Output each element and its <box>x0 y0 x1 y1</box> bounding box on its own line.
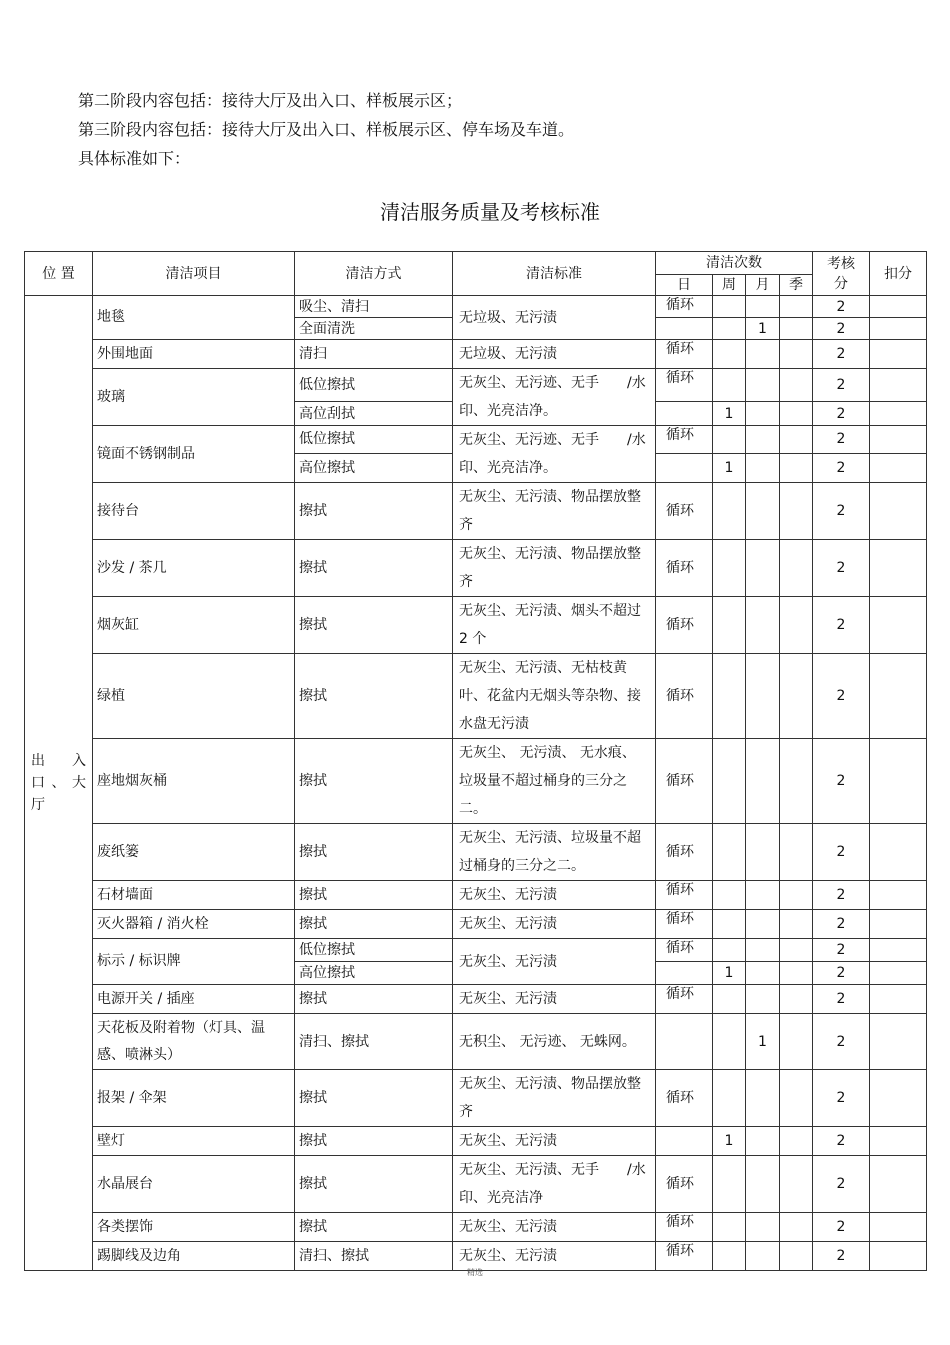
score-cell: 2 <box>813 881 870 910</box>
item-cell: 天花板及附着物（灯具、温感、喷淋头） <box>93 1014 295 1070</box>
item-cell: 沙发 / 茶几 <box>93 540 295 597</box>
freq-day-cell: 循环 <box>656 1242 713 1271</box>
deduct-cell <box>870 369 927 402</box>
freq-day-cell <box>656 1127 713 1156</box>
header-standard: 清洁标准 <box>453 252 656 296</box>
freq-day-cell <box>656 962 713 985</box>
deduct-cell <box>870 881 927 910</box>
location-text: 出 入口、大厅 <box>31 753 86 813</box>
freq-month-cell <box>746 369 780 402</box>
score-cell: 2 <box>813 402 870 426</box>
table-row <box>25 296 927 318</box>
item-cell: 外围地面 <box>93 340 295 369</box>
freq-month-cell <box>746 453 780 482</box>
method-cell: 擦拭 <box>295 824 453 881</box>
deduct-cell <box>870 910 927 939</box>
freq-month-cell <box>746 910 780 939</box>
score-cell: 2 <box>813 985 870 1014</box>
freq-month-cell <box>746 426 780 454</box>
freq-day-cell: 循环 <box>656 939 713 962</box>
item-cell: 座地烟灰桶 <box>93 739 295 824</box>
freq-week-cell <box>713 369 746 402</box>
standard-cell: 无灰尘、无污迹、无手 /水印、光亮洁净。 <box>453 426 656 483</box>
deduct-cell <box>870 939 927 962</box>
table-row <box>25 1014 927 1070</box>
freq-season-cell <box>780 453 813 482</box>
method-cell: 清扫、擦拭 <box>295 1014 453 1070</box>
score-cell: 2 <box>813 1213 870 1242</box>
freq-week-cell: 1 <box>713 453 746 482</box>
table-row <box>25 939 927 962</box>
freq-season-cell <box>780 1156 813 1213</box>
deduct-cell <box>870 739 927 824</box>
standard-cell: 无灰尘、无污渍 <box>453 985 656 1014</box>
method-cell: 低位擦拭 <box>295 939 453 962</box>
score-cell: 2 <box>813 296 870 318</box>
freq-month-cell: 1 <box>746 1014 780 1070</box>
item-cell: 接待台 <box>93 483 295 540</box>
standard-cell: 无灰尘、无污渍、物品摆放整齐 <box>453 1070 656 1127</box>
score-cell: 2 <box>813 1070 870 1127</box>
freq-day-cell: 循环 <box>656 985 713 1014</box>
score-cell: 2 <box>813 1242 870 1271</box>
header-week: 周 <box>713 275 746 296</box>
standard-cell: 无灰尘、无污渍、无枯枝黄叶、花盆内无烟头等杂物、接水盘无污渍 <box>453 654 656 739</box>
standard-cell: 无灰尘、 无污渍、 无水痕、垃圾量不超过桶身的三分之二。 <box>453 739 656 824</box>
item-cell: 标示 / 标识牌 <box>93 939 295 985</box>
deduct-cell <box>870 1014 927 1070</box>
freq-day-cell: 循环 <box>656 426 713 454</box>
standard-cell: 无灰尘、无污渍、物品摆放整齐 <box>453 540 656 597</box>
freq-month-cell <box>746 402 780 426</box>
score-cell: 2 <box>813 1014 870 1070</box>
freq-day-cell: 循环 <box>656 910 713 939</box>
method-cell: 清扫 <box>295 340 453 369</box>
table-row <box>25 1070 927 1127</box>
method-cell: 擦拭 <box>295 985 453 1014</box>
freq-season-cell <box>780 318 813 340</box>
method-cell: 低位擦拭 <box>295 426 453 454</box>
standard-cell: 无灰尘、无污渍、垃圾量不超过桶身的三分之二。 <box>453 824 656 881</box>
freq-month-cell <box>746 483 780 540</box>
freq-season-cell <box>780 654 813 739</box>
standard-cell: 无灰尘、无污渍 <box>453 881 656 910</box>
standard-cell: 无灰尘、无污渍 <box>453 1127 656 1156</box>
freq-season-cell <box>780 939 813 962</box>
table-row <box>25 340 927 369</box>
deduct-cell <box>870 654 927 739</box>
freq-week-cell <box>713 824 746 881</box>
deduct-cell <box>870 1213 927 1242</box>
freq-season-cell <box>780 1127 813 1156</box>
freq-season-cell <box>780 1070 813 1127</box>
item-cell: 踢脚线及边角 <box>93 1242 295 1271</box>
freq-season-cell <box>780 540 813 597</box>
score-cell: 2 <box>813 453 870 482</box>
method-cell: 低位擦拭 <box>295 369 453 402</box>
freq-day-cell <box>656 1014 713 1070</box>
score-cell: 2 <box>813 910 870 939</box>
freq-season-cell <box>780 369 813 402</box>
header-frequency: 清洁次数 <box>656 252 813 275</box>
method-cell: 擦拭 <box>295 1070 453 1127</box>
footer-text: 精选 <box>467 1268 483 1277</box>
method-cell: 擦拭 <box>295 654 453 739</box>
method-cell: 擦拭 <box>295 1156 453 1213</box>
freq-week-cell <box>713 483 746 540</box>
freq-day-cell: 循环 <box>656 540 713 597</box>
freq-month-cell <box>746 739 780 824</box>
deduct-cell <box>870 985 927 1014</box>
deduct-cell <box>870 1127 927 1156</box>
freq-month-cell <box>746 1127 780 1156</box>
table-title: 清洁服务质量及考核标准 <box>380 200 600 224</box>
standard-cell: 无灰尘、无污渍、烟头不超过 2 个 <box>453 597 656 654</box>
standard-cell: 无灰尘、无污渍 <box>453 910 656 939</box>
item-cell: 水晶展台 <box>93 1156 295 1213</box>
item-cell: 地毯 <box>93 296 295 340</box>
score-cell: 2 <box>813 318 870 340</box>
item-cell: 电源开关 / 插座 <box>93 985 295 1014</box>
freq-day-cell <box>656 402 713 426</box>
freq-month-cell: 1 <box>746 318 780 340</box>
freq-season-cell <box>780 910 813 939</box>
freq-season-cell <box>780 1213 813 1242</box>
table-row <box>25 654 927 739</box>
freq-week-cell: 1 <box>713 962 746 985</box>
deduct-cell <box>870 296 927 318</box>
standard-cell: 无灰尘、无污渍 <box>453 1242 656 1271</box>
freq-week-cell <box>713 939 746 962</box>
method-cell: 擦拭 <box>295 597 453 654</box>
freq-week-cell <box>713 540 746 597</box>
score-cell: 2 <box>813 824 870 881</box>
freq-day-cell: 循环 <box>656 483 713 540</box>
deduct-cell <box>870 402 927 426</box>
method-cell: 擦拭 <box>295 739 453 824</box>
freq-day-cell: 循环 <box>656 654 713 739</box>
freq-season-cell <box>780 985 813 1014</box>
score-cell: 2 <box>813 1156 870 1213</box>
item-cell: 烟灰缸 <box>93 597 295 654</box>
deduct-cell <box>870 453 927 482</box>
table-row <box>25 597 927 654</box>
score-cell: 2 <box>813 962 870 985</box>
header-method: 清洁方式 <box>295 252 453 296</box>
freq-day-cell: 循环 <box>656 369 713 402</box>
standard-cell: 无垃圾、无污渍 <box>453 296 656 340</box>
table-row <box>25 369 927 402</box>
table-row <box>25 1127 927 1156</box>
standard-cell: 无灰尘、无污渍、无手 /水印、光亮洁净 <box>453 1156 656 1213</box>
standard-cell: 无积尘、 无污迹、 无蛛网。 <box>453 1014 656 1070</box>
intro-text <box>78 86 574 173</box>
score-cell: 2 <box>813 939 870 962</box>
freq-month-cell <box>746 1070 780 1127</box>
table-row <box>25 1213 927 1242</box>
table-row <box>25 881 927 910</box>
item-cell: 壁灯 <box>93 1127 295 1156</box>
score-cell: 2 <box>813 739 870 824</box>
freq-month-cell <box>746 1156 780 1213</box>
header-month: 月 <box>746 275 780 296</box>
header-score: 考核分 <box>813 252 870 296</box>
freq-day-cell <box>656 453 713 482</box>
freq-month-cell <box>746 985 780 1014</box>
method-cell: 高位擦拭 <box>295 453 453 482</box>
deduct-cell <box>870 318 927 340</box>
freq-day-cell: 循环 <box>656 296 713 318</box>
item-cell: 绿植 <box>93 654 295 739</box>
freq-week-cell <box>713 985 746 1014</box>
freq-day-cell: 循环 <box>656 1156 713 1213</box>
freq-day-cell: 循环 <box>656 739 713 824</box>
item-cell: 石材墙面 <box>93 881 295 910</box>
freq-week-cell <box>713 597 746 654</box>
score-cell: 2 <box>813 1127 870 1156</box>
freq-season-cell <box>780 824 813 881</box>
freq-month-cell <box>746 881 780 910</box>
freq-day-cell: 循环 <box>656 597 713 654</box>
freq-month-cell <box>746 824 780 881</box>
header-season: 季 <box>780 275 813 296</box>
freq-week-cell: 1 <box>713 1127 746 1156</box>
standard-cell: 无灰尘、无污渍 <box>453 939 656 985</box>
table-row <box>25 426 927 454</box>
method-cell: 高位擦拭 <box>295 962 453 985</box>
method-cell: 擦拭 <box>295 1127 453 1156</box>
method-cell: 清扫、擦拭 <box>295 1242 453 1271</box>
freq-day-cell: 循环 <box>656 1070 713 1127</box>
deduct-cell <box>870 597 927 654</box>
header-day: 日 <box>656 275 713 296</box>
item-cell: 废纸篓 <box>93 824 295 881</box>
method-cell: 全面清洗 <box>295 318 453 340</box>
freq-month-cell <box>746 654 780 739</box>
freq-week-cell <box>713 426 746 454</box>
freq-month-cell <box>746 597 780 654</box>
score-cell: 2 <box>813 369 870 402</box>
freq-day-cell: 循环 <box>656 824 713 881</box>
deduct-cell <box>870 1156 927 1213</box>
item-cell: 各类摆饰 <box>93 1213 295 1242</box>
score-cell: 2 <box>813 540 870 597</box>
score-cell: 2 <box>813 483 870 540</box>
freq-week-cell <box>713 296 746 318</box>
freq-week-cell <box>713 340 746 369</box>
table-row <box>25 540 927 597</box>
freq-season-cell <box>780 1014 813 1070</box>
table-body <box>25 296 927 1271</box>
deduct-cell <box>870 340 927 369</box>
item-cell: 镜面不锈钢制品 <box>93 426 295 483</box>
table-row <box>25 739 927 824</box>
freq-month-cell <box>746 540 780 597</box>
item-cell: 报架 / 伞架 <box>93 1070 295 1127</box>
standard-cell: 无垃圾、无污渍 <box>453 340 656 369</box>
freq-season-cell <box>780 340 813 369</box>
freq-season-cell <box>780 426 813 454</box>
freq-week-cell <box>713 1070 746 1127</box>
score-cell: 2 <box>813 340 870 369</box>
item-cell: 灭火器箱 / 消火栓 <box>93 910 295 939</box>
freq-week-cell <box>713 318 746 340</box>
standard-cell: 无灰尘、无污渍、物品摆放整齐 <box>453 483 656 540</box>
score-cell: 2 <box>813 426 870 454</box>
table-row <box>25 985 927 1014</box>
method-cell: 擦拭 <box>295 1213 453 1242</box>
freq-day-cell: 循环 <box>656 340 713 369</box>
freq-season-cell <box>780 739 813 824</box>
freq-month-cell <box>746 939 780 962</box>
deduct-cell <box>870 426 927 454</box>
freq-week-cell <box>713 881 746 910</box>
table-row <box>25 1156 927 1213</box>
header-deduct: 扣分 <box>870 252 927 296</box>
freq-day-cell: 循环 <box>656 881 713 910</box>
freq-season-cell <box>780 881 813 910</box>
freq-day-cell: 循环 <box>656 1213 713 1242</box>
deduct-cell <box>870 540 927 597</box>
method-cell: 吸尘、清扫 <box>295 296 453 318</box>
method-cell: 擦拭 <box>295 881 453 910</box>
freq-season-cell <box>780 962 813 985</box>
freq-day-cell <box>656 318 713 340</box>
table-row <box>25 483 927 540</box>
deduct-cell <box>870 824 927 881</box>
intro-line: 第二阶段内容包括：接待大厅及出入口、样板展示区； <box>78 91 463 110</box>
table-row <box>25 824 927 881</box>
intro-line: 具体标准如下： <box>78 149 191 168</box>
item-cell: 玻璃 <box>93 369 295 426</box>
method-cell: 擦拭 <box>295 540 453 597</box>
score-cell: 2 <box>813 597 870 654</box>
freq-month-cell <box>746 1213 780 1242</box>
freq-week-cell <box>713 654 746 739</box>
deduct-cell <box>870 1070 927 1127</box>
table-row <box>25 910 927 939</box>
deduct-cell <box>870 483 927 540</box>
intro-line: 第三阶段内容包括：接待大厅及出入口、样板展示区、停车场及车道。 <box>78 120 575 139</box>
standards-table <box>24 251 927 1271</box>
freq-week-cell <box>713 910 746 939</box>
freq-season-cell <box>780 597 813 654</box>
freq-week-cell: 1 <box>713 402 746 426</box>
freq-season-cell <box>780 296 813 318</box>
method-cell: 擦拭 <box>295 483 453 540</box>
freq-month-cell <box>746 340 780 369</box>
method-cell: 擦拭 <box>295 910 453 939</box>
standard-cell: 无灰尘、无污渍 <box>453 1213 656 1242</box>
deduct-cell <box>870 962 927 985</box>
header-position: 位 置 <box>25 252 93 296</box>
standard-cell: 无灰尘、无污迹、无手 /水印、光亮洁净。 <box>453 369 656 426</box>
freq-week-cell <box>713 739 746 824</box>
freq-month-cell <box>746 962 780 985</box>
header-item: 清洁项目 <box>93 252 295 296</box>
freq-season-cell <box>780 402 813 426</box>
freq-season-cell <box>780 483 813 540</box>
freq-week-cell <box>713 1156 746 1213</box>
score-cell: 2 <box>813 654 870 739</box>
freq-month-cell <box>746 296 780 318</box>
method-cell: 高位刮拭 <box>295 402 453 426</box>
freq-week-cell <box>713 1014 746 1070</box>
freq-week-cell <box>713 1213 746 1242</box>
location-cell <box>25 296 93 1271</box>
